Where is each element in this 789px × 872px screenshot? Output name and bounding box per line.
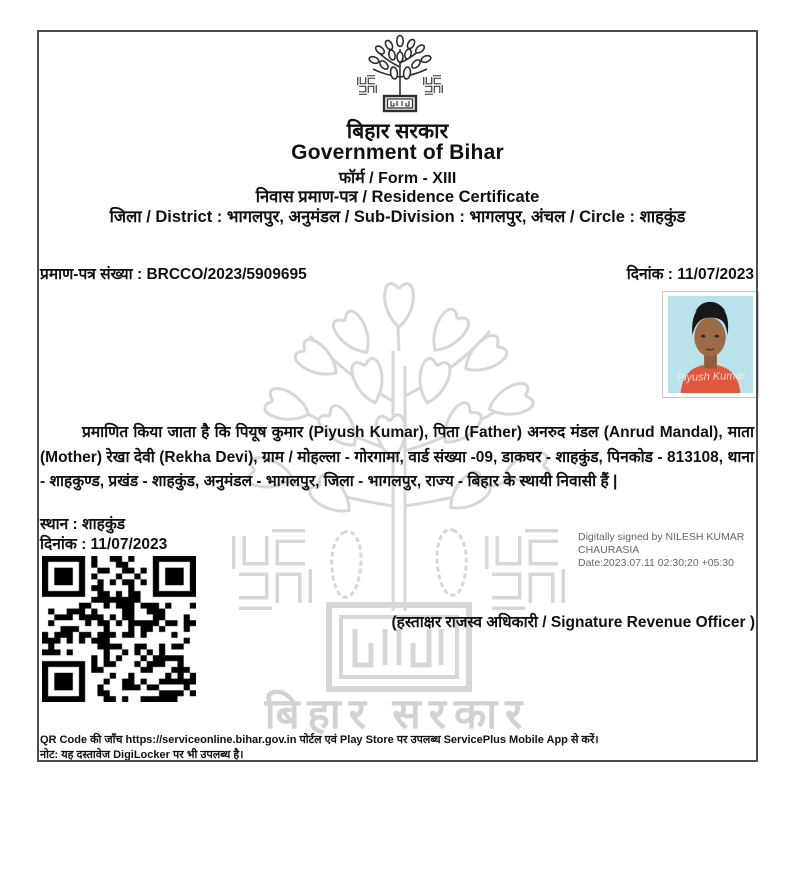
issue-date-label: दिनांक :	[626, 266, 673, 283]
issue-date-value: 11/07/2023	[677, 266, 754, 283]
issue-date-line	[40, 532, 167, 554]
form-number-line: फॉर्म / Form - XIII	[338, 170, 457, 187]
digital-signature-block	[578, 531, 789, 570]
watermark-text: बिहार सरकार	[264, 692, 531, 738]
issue-date-value-2: 11/07/2023	[90, 536, 168, 553]
certificate-title: निवास प्रमाण-पत्र / Residence Certificate	[255, 188, 540, 206]
district-subdivision-circle-line: जिला / District : भागलपुर, अनुमंडल / Sub-Division : भागलपुर, अंचल / Circle : शाहकुंड	[109, 208, 686, 226]
footer-notes	[40, 733, 700, 762]
certificate-number-label: प्रमाण-पत्र संख्या :	[40, 266, 143, 283]
swastika-left-icon	[359, 77, 375, 93]
org-name-hindi: बिहार सरकार	[346, 120, 449, 143]
swastika-left-watermark	[239, 536, 305, 603]
certificate-meta-row	[40, 262, 754, 284]
swastika-right-watermark	[492, 536, 558, 603]
issue-place-value: शाहकुंड	[82, 516, 126, 533]
swastika-right-icon	[425, 77, 441, 93]
certificate-body-paragraph: प्रमाणित किया जाता है कि पियूष कुमार (Piyush Kumar), पिता (Father) अनरुद मंडल (Anrud Mandal), माता (Mother) रेखा देवी (Rekha Devi), ग्राम / मोहल्ला - गोरगामा, वार्ड संख्या -09, डाकघर - शाहकुंड, पिनकोड - 813108, थाना - शाहकुण्ड, प्रखंड - शाहकुंड, अनुमंडल - भागलपुर, जिला - भागलपुर, राज्य - बिहार के स्थायी निवासी हैं |	[40, 424, 754, 490]
qr-verification-note: QR Code की जाँच https://serviceonline.bihar.gov.in पोर्टल एवं Play Store पर उपलब्ध ServicePlus Mobile App से करें।	[40, 734, 599, 746]
org-name-english: Government of Bihar	[291, 141, 504, 164]
applicant-photo	[662, 291, 759, 398]
digilocker-note: नोट: यह दस्तावेज DigiLocker पर भी उपलब्ध है।	[40, 748, 244, 761]
certificate-number	[40, 262, 307, 284]
digital-signature-line2: Date:2023.07.11 02:30:20 +05:30	[578, 557, 734, 569]
signature-officer-label: (हस्ताक्षर राजस्व अधिकारी / Signature Revenue Officer )	[391, 614, 755, 631]
emblem-box-icon	[384, 96, 416, 111]
certificate-number-value: BRCCO/2023/5909695	[146, 266, 307, 283]
digital-signature-line1: Digitally signed by NILESH KUMAR CHAURASIA	[578, 531, 745, 556]
issue-date-label-2: दिनांक :	[40, 536, 87, 553]
issue-place-label: स्थान :	[40, 516, 78, 533]
issue-place-line	[40, 512, 125, 534]
bihar-government-emblem-icon	[347, 33, 453, 121]
issue-date	[627, 262, 754, 284]
photo-signature-overlay: Piyush Kumar	[676, 369, 746, 385]
